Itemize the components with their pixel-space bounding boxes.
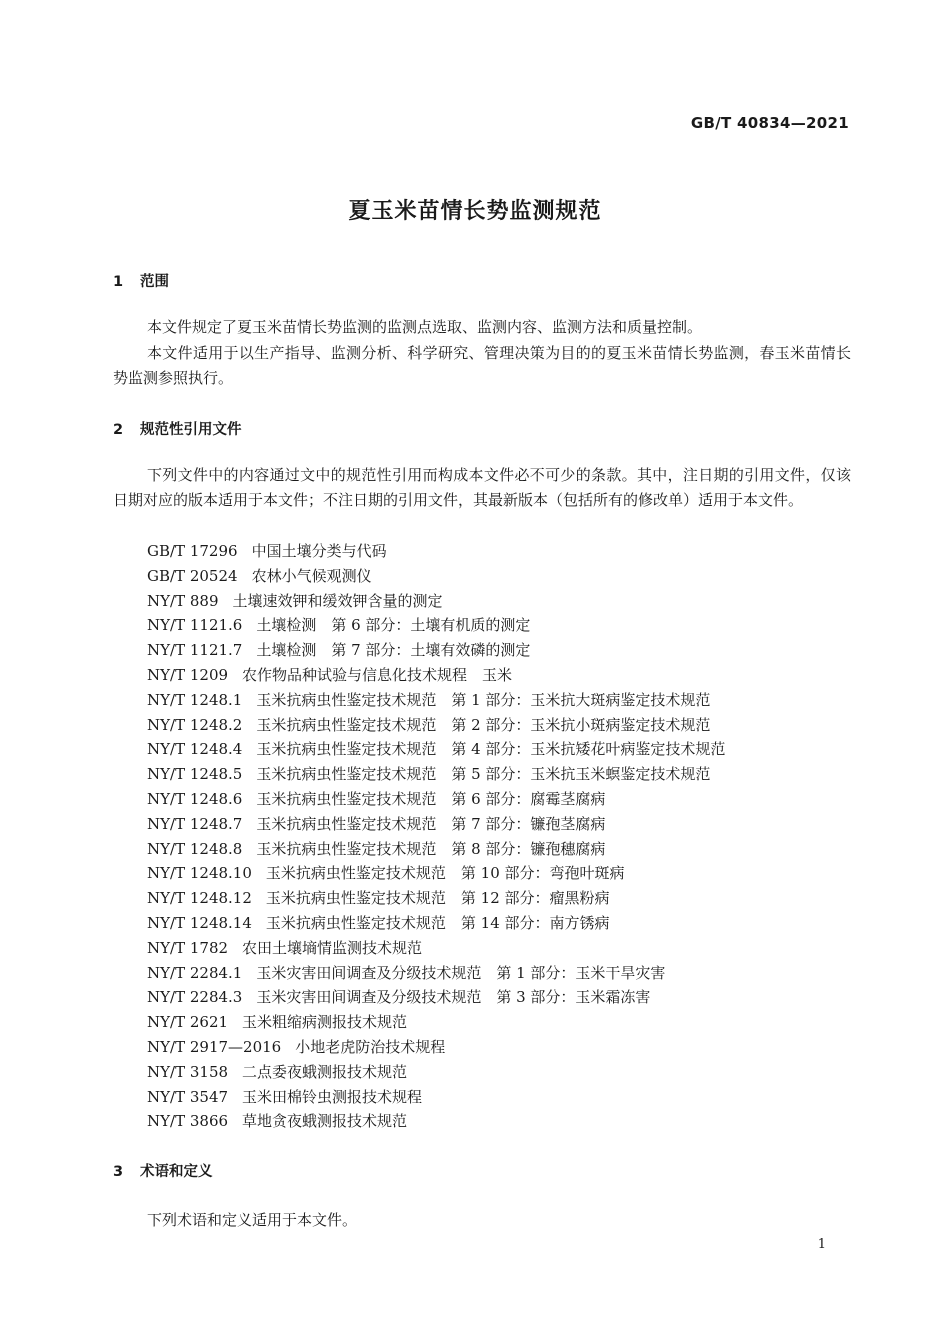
- reference-item: [147, 613, 725, 638]
- reference-item: [147, 1010, 725, 1035]
- reference-code: NY/T 1248.10: [147, 864, 252, 883]
- reference-code: NY/T 2284.1: [147, 963, 243, 982]
- page-number: 1: [817, 1237, 826, 1252]
- reference-item: [147, 861, 725, 886]
- reference-item: [147, 688, 725, 713]
- reference-code: GB/T 20524: [147, 566, 238, 585]
- reference-code: NY/T 1248.1: [147, 690, 243, 709]
- reference-item: [147, 812, 725, 837]
- reference-item: [147, 936, 725, 961]
- reference-code: NY/T 1209: [147, 665, 229, 684]
- reference-code: NY/T 3866: [147, 1112, 229, 1131]
- reference-item: [147, 589, 725, 614]
- reference-code: NY/T 3547: [147, 1087, 229, 1106]
- reference-title: 玉米抗病虫性鉴定技术规范 第 1 部分：玉米抗大斑病鉴定技术规范: [256, 690, 711, 709]
- section-2-heading: [113, 418, 242, 439]
- reference-title: 玉米抗病虫性鉴定技术规范 第 5 部分：玉米抗玉米螟鉴定技术规范: [256, 765, 711, 784]
- reference-code: NY/T 1121.6: [147, 616, 243, 635]
- section-number: 3: [113, 1164, 124, 1180]
- reference-title: 玉米抗病虫性鉴定技术规范 第 8 部分：镰孢穗腐病: [256, 839, 606, 858]
- reference-title: 玉米抗病虫性鉴定技术规范 第 10 部分：弯孢叶斑病: [265, 864, 625, 883]
- reference-item: [147, 1035, 725, 1060]
- reference-item: [147, 1085, 725, 1110]
- section-title: 范围: [140, 274, 169, 290]
- section-3-intro: 下列术语和定义适用于本文件。: [147, 1211, 358, 1229]
- reference-code: NY/T 2917—2016: [147, 1037, 282, 1056]
- reference-title: 玉米抗病虫性鉴定技术规范 第 14 部分：南方锈病: [265, 913, 610, 932]
- reference-title: 玉米抗病虫性鉴定技术规范 第 7 部分：镰孢茎腐病: [256, 814, 606, 833]
- reference-code: NY/T 1121.7: [147, 641, 243, 660]
- reference-item: [147, 787, 725, 812]
- reference-item: [147, 713, 725, 738]
- reference-title: 中国土壤分类与代码: [251, 542, 387, 560]
- section-1-heading: [113, 270, 169, 291]
- reference-code: GB/T 17296: [147, 542, 238, 560]
- reference-title: 玉米抗病虫性鉴定技术规范 第 6 部分：腐霉茎腐病: [256, 789, 606, 808]
- reference-title: 玉米田棉铃虫测报技术规程: [242, 1087, 423, 1106]
- reference-title: 玉米灾害田间调查及分级技术规范 第 3 部分：玉米霜冻害: [256, 988, 651, 1007]
- reference-code: NY/T 1248.12: [147, 889, 252, 908]
- reference-title: 土壤速效钾和缓效钾含量的测定: [232, 591, 443, 610]
- reference-title: 农田土壤墒情监测技术规范: [242, 938, 423, 957]
- reference-item: [147, 663, 725, 688]
- section-title: 规范性引用文件: [140, 422, 242, 438]
- reference-title: 玉米抗病虫性鉴定技术规范 第 2 部分：玉米抗小斑病鉴定技术规范: [256, 715, 711, 734]
- reference-title: 玉米粗缩病测报技术规范: [242, 1013, 408, 1032]
- reference-title: 土壤检测 第 7 部分：土壤有效磷的测定: [256, 641, 531, 660]
- reference-title: 农林小气候观测仪: [251, 566, 372, 585]
- section-number: 2: [113, 422, 124, 438]
- reference-title: 小地老虎防治技术规程: [295, 1037, 446, 1056]
- reference-title: 玉米抗病虫性鉴定技术规范 第 4 部分：玉米抗矮花叶病鉴定技术规范: [256, 740, 726, 759]
- reference-code: NY/T 1248.4: [147, 740, 243, 759]
- reference-title: 二点委夜蛾测报技术规范: [242, 1062, 408, 1081]
- reference-code: NY/T 1248.7: [147, 814, 243, 833]
- reference-item: [147, 638, 725, 663]
- reference-code: NY/T 2284.3: [147, 988, 243, 1007]
- reference-item: [147, 1060, 725, 1085]
- reference-code: NY/T 1248.6: [147, 789, 243, 808]
- reference-item: [147, 886, 725, 911]
- reference-code: NY/T 1248.8: [147, 839, 243, 858]
- reference-item: [147, 737, 725, 762]
- reference-code: NY/T 3158: [147, 1062, 229, 1081]
- reference-title: 土壤检测 第 6 部分：土壤有机质的测定: [256, 616, 531, 635]
- reference-item: [147, 564, 725, 589]
- section-3-heading: [113, 1160, 213, 1181]
- reference-item: [147, 539, 725, 564]
- reference-code: NY/T 1248.5: [147, 765, 243, 784]
- reference-title: 玉米灾害田间调查及分级技术规范 第 1 部分：玉米干旱灾害: [256, 963, 666, 982]
- reference-code: NY/T 2621: [147, 1013, 229, 1032]
- reference-code: NY/T 1248.2: [147, 715, 243, 734]
- document-title: 夏玉米苗情长势监测规范: [348, 199, 602, 224]
- reference-item: [147, 837, 725, 862]
- reference-list: [147, 539, 725, 1134]
- reference-code: NY/T 889: [147, 591, 219, 610]
- reference-item: [147, 961, 725, 986]
- reference-title: 玉米抗病虫性鉴定技术规范 第 12 部分：瘤黑粉病: [265, 889, 610, 908]
- reference-item: [147, 1109, 725, 1134]
- reference-item: [147, 911, 725, 936]
- reference-item: [147, 762, 725, 787]
- reference-code: NY/T 1248.14: [147, 913, 252, 932]
- standard-code: GB/T 40834—2021: [690, 114, 849, 132]
- section-title: 术语和定义: [140, 1164, 213, 1180]
- reference-code: NY/T 1782: [147, 938, 229, 957]
- reference-title: 草地贪夜蛾测报技术规范: [242, 1112, 408, 1131]
- section-number: 1: [113, 274, 124, 290]
- reference-title: 农作物品种试验与信息化技术规程 玉米: [242, 665, 513, 684]
- reference-item: [147, 985, 725, 1010]
- section-2-intro: 下列文件中的内容通过文中的规范性引用而构成本文件必不可少的条款。其中，注日期的引用文件，仅该日期对应的版本适用于本文件；不注日期的引用文件，其最新版本（包括所有的修改单）适用于本文件。: [113, 466, 851, 509]
- section-1-paragraph-2: 本文件适用于以生产指导、监测分析、科学研究、管理决策为目的的夏玉米苗情长势监测，春玉米苗情长势监测参照执行。: [113, 344, 851, 387]
- section-1-paragraph-1: 本文件规定了夏玉米苗情长势监测的监测点选取、监测内容、监测方法和质量控制。: [147, 318, 703, 336]
